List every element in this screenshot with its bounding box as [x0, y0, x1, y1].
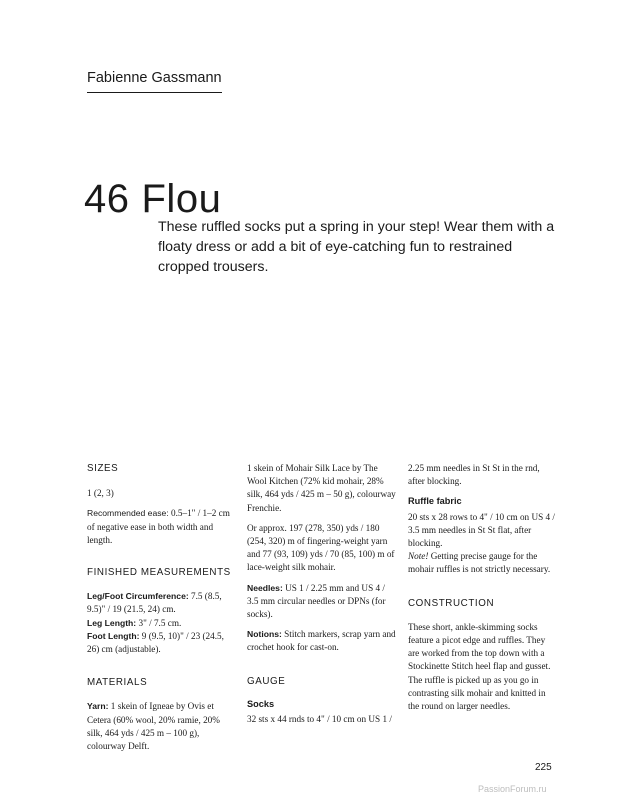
ease-text	[87, 507, 237, 547]
finished-heading: FINISHED MEASUREMENTS	[87, 567, 231, 579]
foot-label: Foot Length:	[87, 630, 140, 641]
notions-text	[247, 628, 397, 654]
alternative-yarn-text: Or approx. 197 (278, 350) yds / 180 (254, 320) m of fingering-weight yarn and 77 (93, 109) yds / 70 (85, 100) m of lace-weight silk mohair.	[247, 522, 395, 573]
socks-gauge-label: Socks	[247, 698, 275, 709]
ruffle-gauge-text: 20 sts x 28 rows to 4" / 10 cm on US 4 / 3.5 mm needles in St St flat, after blocking.	[408, 511, 555, 549]
watermark: PassionForum.ru	[478, 784, 547, 794]
length-label: Leg Length:	[87, 617, 137, 628]
leg-length	[87, 617, 237, 630]
leg-value: 7.5 (8.5, 9.5)" / 19 (21.5, 24) cm.	[87, 591, 222, 615]
materials-heading: MATERIALS	[87, 677, 148, 689]
designer-name: Fabienne Gassmann	[87, 70, 222, 93]
pattern-name: Flou	[141, 176, 222, 221]
ease-value: 0.5–1" / 1–2 cm of negative ease in both width and length.	[87, 508, 230, 545]
socks-gauge-text: 32 sts x 44 rnds to 4" / 10 cm on US 1 /	[247, 714, 392, 725]
mohair-text: 1 skein of Mohair Silk Lace by The Wool Kitchen (72% kid mohair, 28% silk, 464 yds / 425 m – 50 g), colourway Frenchie.	[247, 463, 396, 513]
needles-label: Needles:	[247, 582, 283, 593]
sizes-value: 1 (2, 3)	[87, 488, 114, 499]
column-2	[247, 462, 397, 726]
foot-length	[87, 630, 237, 656]
foot-value: 9 (9.5, 10)" / 23 (24.5, 26) cm (adjustable).	[87, 630, 224, 655]
sizes-heading: SIZES	[87, 463, 119, 474]
notions-value: Stitch markers, scrap yarn and crochet hook for cast-on.	[247, 629, 396, 653]
leg-label: Leg/Foot Circumference:	[87, 591, 189, 602]
yarn-label: Yarn:	[87, 701, 109, 712]
pattern-number: 46	[84, 176, 130, 221]
construction-text: These short, ankle-skimming socks feature a picot edge and ruffles. They are worked from the top down with a Stockinette Stitch heel flap and gusset. The ruffle is picked up as you go in contrasting silk mohair and knitted in the round on larger needles.	[408, 621, 551, 712]
ease-label: Recommended ease:	[87, 508, 169, 519]
needles-text	[247, 582, 397, 622]
construction-heading: CONSTRUCTION	[408, 597, 495, 609]
yarn-value: 1 skein of Igneae by Ovis et Cetera (60% wool, 20% ramie, 20% silk, 464 yds / 425 m – 100 g), colourway Delft.	[87, 701, 220, 752]
note-value: Getting precise gauge for the mohair ruffles is not strictly necessary.	[408, 551, 551, 575]
gauge-heading: GAUGE	[247, 675, 286, 687]
column-1	[87, 462, 237, 753]
notions-label: Notions:	[247, 629, 282, 640]
pattern-title	[84, 177, 221, 222]
gauge-note	[408, 550, 558, 576]
socks-gauge-continued: 2.25 mm needles in St St in the rnd, after blocking.	[408, 463, 540, 487]
ruffle-gauge-label: Ruffle fabric	[408, 496, 462, 507]
column-3	[408, 462, 558, 713]
yarn-text	[87, 700, 237, 753]
intro-paragraph: These ruffled socks put a spring in your step! Wear them with a floaty dress or add a bit of eye-catching fun to restrained cropped trousers.	[158, 219, 555, 275]
length-value: 3" / 7.5 cm.	[138, 617, 182, 628]
note-label: Note!	[408, 551, 429, 562]
needles-value: US 1 / 2.25 mm and US 4 / 3.5 mm circular needles or DPNs (for socks).	[247, 582, 386, 620]
leg-circumference	[87, 590, 237, 616]
page-number: 225	[535, 762, 552, 773]
